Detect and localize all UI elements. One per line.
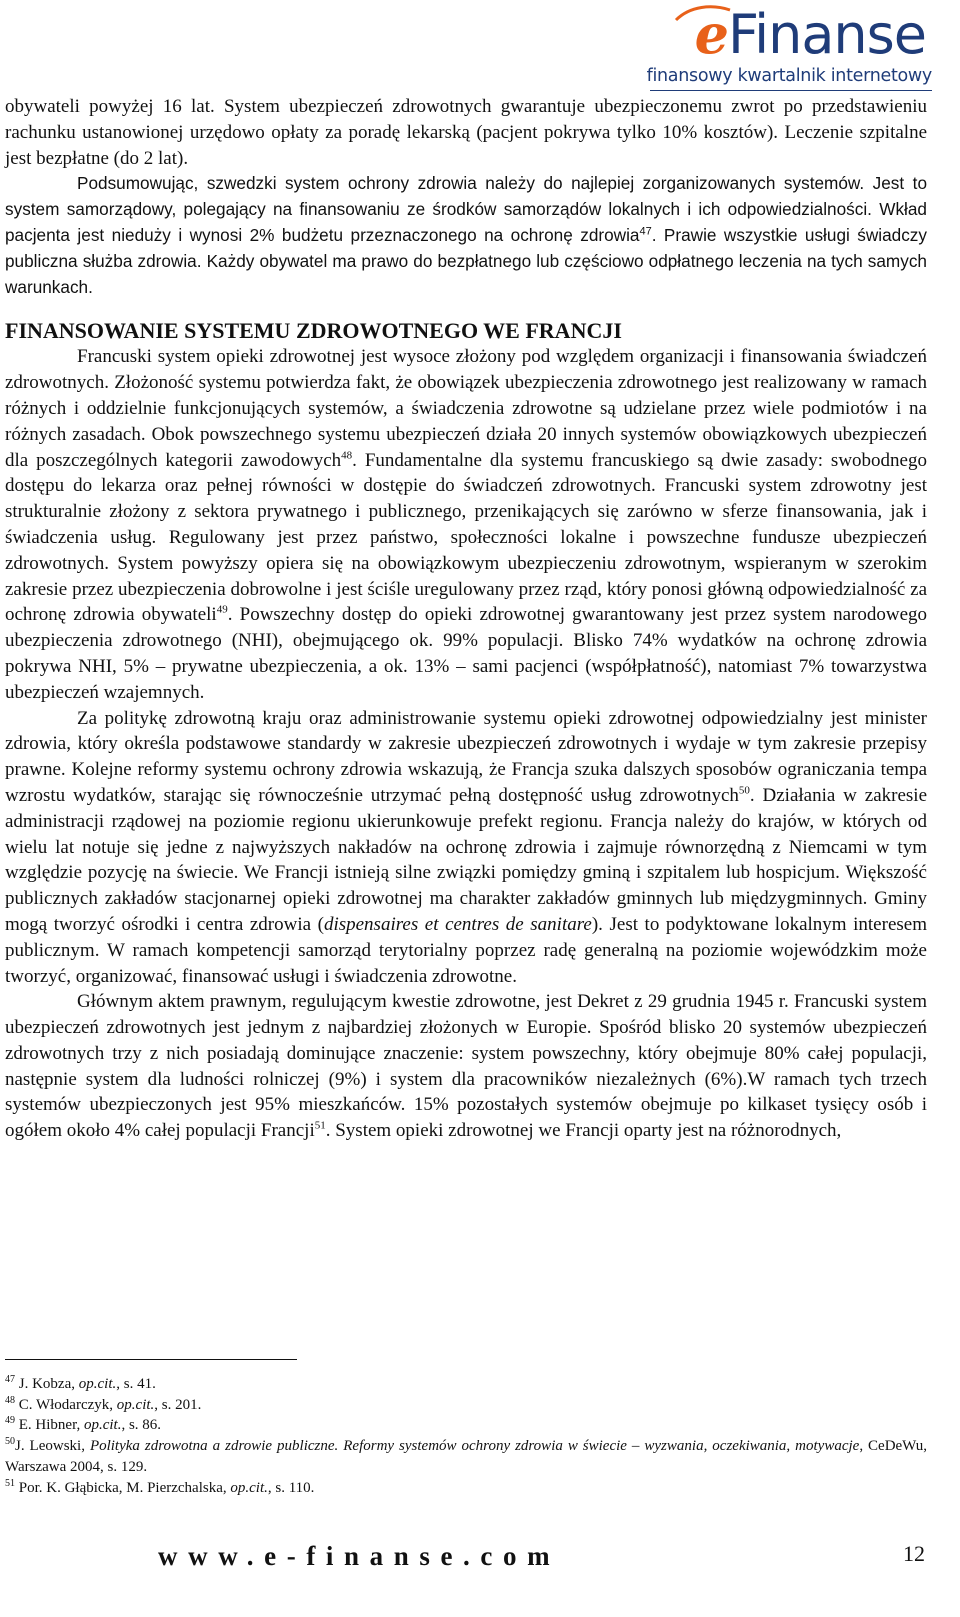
logo-finanse: Finanse xyxy=(727,3,926,66)
footnote-ref-49[interactable]: 49 xyxy=(216,604,228,617)
footnote-text: , s. 110. xyxy=(267,1479,315,1496)
paragraph-3-text-c: . Powszechny dostęp do opieki zdrowotnej gwarantowany jest przez system narodowego ubezpieczenia zdrowotnego (NHI), obejmującego ok. 99% populacji. Blisko 74% wydatków na ochronę zdrowia pokrywa NHI, 5% – prywatne ubezpieczenia, a ok. 13% – sami pacjenci (współpłatność), natomiast 7% towarzystwa ubezpieczeń wzajemnych. xyxy=(5,604,927,703)
footnote-italic: Polityka zdrowotna a zdrowie publiczne. Reformy systemów ochrony zdrowia w świecie – wyzwania, oczekiwania, motywacje xyxy=(89,1438,860,1455)
paragraph-4-text-b: . Działania w zakresie administracji rządowej na poziomie regionu ukierunkowuje prefekt regionu. Francja należy do krajów, w których od wielu lat notuje się jedne z najwyższych nakładów na ochronę zdrowia i zajmuje równorzędną z Niemcami w tym względzie pozycję na świecie. We Francji istnieją silne związki pomiędzy gminą i szpitalem lub hospicjum. Większość publicznych zakładów stacjonarnej opieki zdrowotnej ma charakter zakładów gminnych lub międzygminnych. Gminy mogą tworzyć ośrodki i centra zdrowia ( xyxy=(5,784,928,935)
footnote-text: , s. 41. xyxy=(116,1376,156,1392)
efinanse-logo xyxy=(642,2,932,98)
footnote-text: , s. 201. xyxy=(154,1396,202,1413)
footnote-ref-51[interactable]: 51 xyxy=(314,1119,326,1132)
footnote-italic: op.cit. xyxy=(230,1479,268,1496)
footnote-50 xyxy=(5,1436,927,1477)
footnote-text: Por. K. Głąbicka, M. Pierzchalska, xyxy=(15,1479,231,1496)
paragraph-5-text-b: . System opieki zdrowotnej we Francji oparty jest na różnorodnych, xyxy=(325,1120,842,1142)
footnote-ref-48[interactable]: 48 xyxy=(341,449,353,462)
footnote-text: E. Hibner, xyxy=(15,1417,84,1434)
logo-tagline: finansowy kwartalnik internetowy xyxy=(646,66,932,86)
footnotes xyxy=(5,1374,927,1498)
footnote-text: J. Leowski, xyxy=(15,1438,90,1455)
footnote-49 xyxy=(5,1415,927,1436)
paragraph-5 xyxy=(5,989,927,1144)
paragraph-4-text-c: ). Jest to podyktowane lokalnym interesem publicznym. W ramach kompetencji samorząd terytorialny poprzez radę generalną na poziomie wojewódzkim może tworzyć, organizować, finansować usługi i świadczenia zdrowotne. xyxy=(5,913,927,987)
footnote-italic: op.cit. xyxy=(116,1396,155,1413)
footnote-number: 50 xyxy=(5,1436,15,1448)
footnote-ref-50[interactable]: 50 xyxy=(738,784,750,797)
paragraph-2-text-b: . Prawie wszystkie usługi świadczy publiczna służba zdrowia. Każdy obywatel ma prawo do bezpłatnego lub częściowo odpłatnego leczenia na tych samych warunkach. xyxy=(5,224,927,297)
paragraph-5-text-a: Głównym aktem prawnym, regulującym kwestie zdrowotne, jest Dekret z 29 grudnia 1945 r. Francuski system ubezpieczeń zdrowotnych jest jednym z najbardziej złożonych w Europie. Spośród blisko 20 systemów ubezpieczeń zdrowotnych trzy z nich posiadają dominujące znaczenie: system powszechny, który obejmuje 80% całej populacji, następnie system dla ludności rolniczej (9%) i system dla pracowników niezależnych (6%).W ramach tych trzech systemów ubezpieczonych jest 95% mieszkańców. 15% pozostałych systemów obejmuje po kilkaset tysięcy osób i ogółem około 4% całej populacji Francji xyxy=(5,991,927,1142)
article-body xyxy=(5,94,927,1144)
footnote-text: C. Włodarczyk, xyxy=(15,1396,117,1413)
paragraph-1 xyxy=(5,94,927,171)
footnote-text: , s. 86. xyxy=(121,1417,162,1434)
footnote-ref-47[interactable]: 47 xyxy=(639,225,652,238)
paragraph-4-text-a: Za politykę zdrowotną kraju oraz administrowanie systemu opieki zdrowotnej odpowiedzialny jest minister zdrowia, który określa podstawowe standardy w zakresie ubezpieczeń zdrowotnych i wydaje w tym zakresie przepisy prawne. Kolejne reformy systemu ochrony zdrowia wskazują, że Francja szuka dalszych sposobów ograniczania tempa wzrostu wydatków, starając się równocześnie utrzymać pełną dostępność usług zdrowotnych xyxy=(5,707,927,806)
paragraph-2-text-a: Podsumowując, szwedzki system ochrony zdrowia należy do najlepiej zorganizowanych systemów. Jest to system samorządowy, polegający na finansowaniu ze środków samorządów lokalnych i ich odpowiedzialności. Wkład pacjenta jest nieduży i wynosi 2% budżetu przeznaczonego na ochronę zdrowia xyxy=(5,173,927,245)
footnote-47 xyxy=(5,1374,927,1395)
paragraph-1-text: obywateli powyżej 16 lat. System ubezpieczeń zdrowotnych gwarantuje ubezpieczonemu zwrot po przedstawieniu rachunku ustanowionej urzędowo opłaty za poradę lekarską (pacjent pokrywa tylko 10% kosztów). Leczenie szpitalne jest bezpłatne (do 2 lat). xyxy=(5,96,927,169)
paragraph-3-text-b: . Fundamentalne dla systemu francuskiego są dwie zasady: swobodnego dostępu do lekarza oraz pełnej równości w dostępie do świadczeń zdrowotnych. Francuski system zdrowotny jest strukturalnie złożony z sektora prywatnego i publicznego, przenikających się zarówno w sferze finansowania, jak i świadczenia usług. Regulowany jest przez państwo, społeczności lokalne i powszechne fundusze ubezpieczeń zdrowotnych. System powyższy opiera się na obowiązkowym ubezpieczeniu zdrowotnym, wspieranym w szerokim zakresie przez ubezpieczenia dobrowolne i jest ściśle uregulowany przez rząd, który ponosi główną odpowiedzialność za ochronę zdrowia obywateli xyxy=(5,449,927,626)
footnote-51 xyxy=(5,1478,927,1499)
paragraph-2 xyxy=(5,171,927,300)
section-heading: FINANSOWANIE SYSTEMU ZDROWOTNEGO WE FRANCJI xyxy=(5,318,622,344)
logo-e: e xyxy=(694,2,728,66)
footnote-number: 49 xyxy=(5,1415,15,1427)
footnote-italic: op.cit. xyxy=(83,1417,122,1434)
footnote-number: 47 xyxy=(5,1374,15,1385)
paragraph-4-italic: dispensaires et centres de sanitare xyxy=(323,913,592,935)
logo-wordmark xyxy=(695,2,926,67)
footnote-number: 48 xyxy=(5,1394,15,1406)
logo-underline xyxy=(650,90,932,91)
footnote-text: J. Kobza, xyxy=(15,1376,79,1392)
page-number: 12 xyxy=(903,1541,925,1566)
footnote-number: 51 xyxy=(5,1477,15,1489)
footnote-48 xyxy=(5,1395,927,1416)
paragraph-3-text-a: Francuski system opieki zdrowotnej jest wysoce złożony pod względem organizacji i finansowania świadczeń zdrowotnych. Złożoność systemu potwierdza fakt, że obowiązek ubezpieczenia zdrowotnego jest realizowany w ramach różnych i oddzielnie funkcjonujących systemów, a świadczenia zdrowotne są udzielane przez wiele podmiotów i na różnych zasadach. Obok powszechnego systemu ubezpieczeń działa 20 innych systemów obowiązkowych ubezpieczeń dla poszczególnych kategorii zawodowych xyxy=(5,346,927,471)
footnote-separator xyxy=(5,1359,297,1360)
paragraph-4 xyxy=(5,706,927,990)
paragraph-3 xyxy=(5,344,927,705)
footer-website-url: www.e-finanse.com xyxy=(158,1541,561,1571)
footnote-italic: op.cit. xyxy=(78,1376,117,1392)
footnote-text: , CeDeWu, Warszawa 2004, s. 129. xyxy=(5,1438,927,1475)
